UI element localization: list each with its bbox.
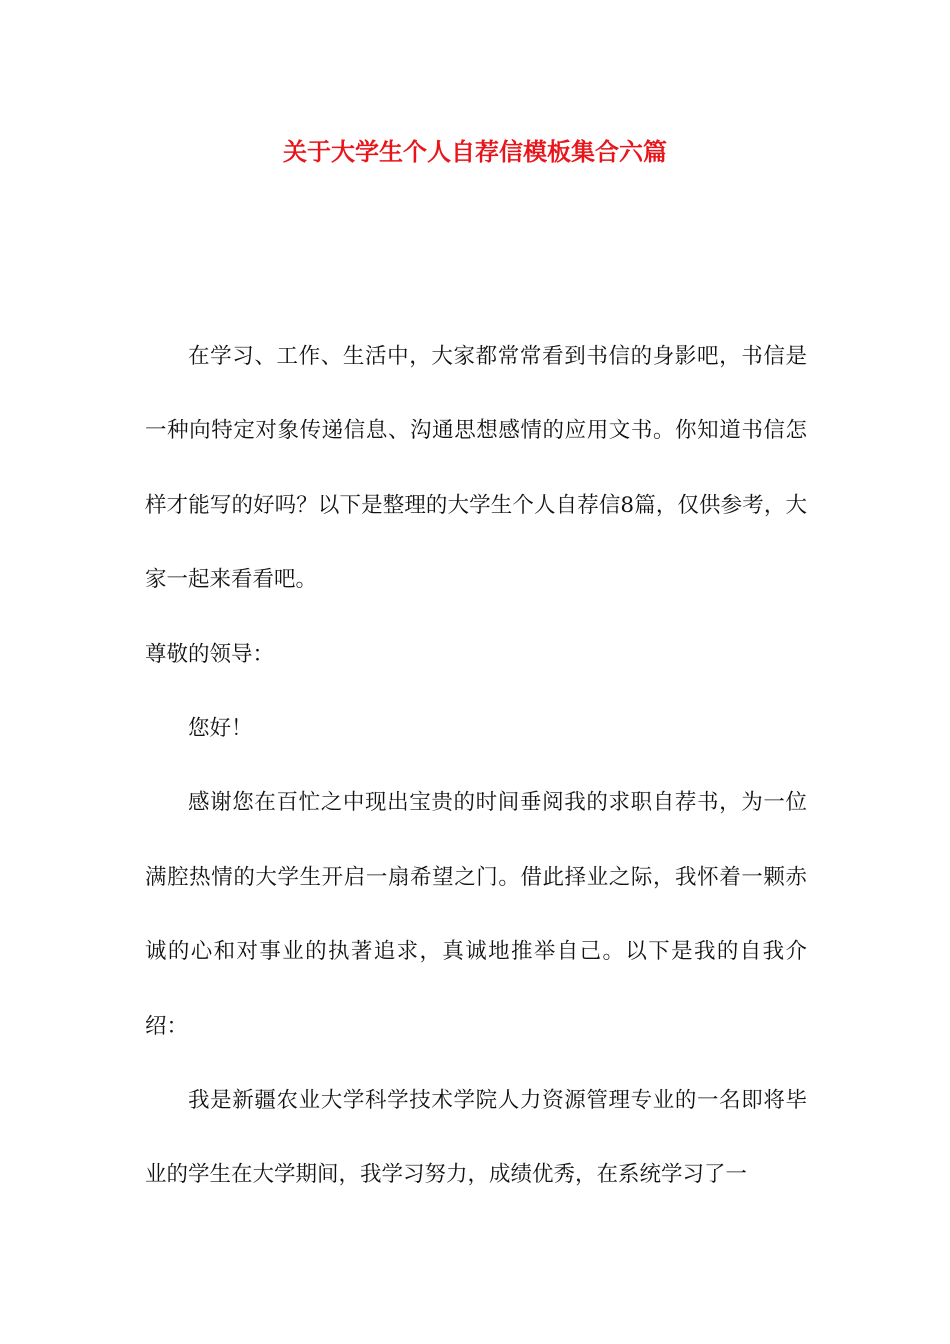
paragraph-greeting: 您好！	[188, 716, 253, 742]
paragraph-salutation: 尊敬的领导：	[145, 641, 275, 667]
paragraph-self-intro: 我是新疆农业大学科学技术学院人力资源管理专业的一名即将毕业的学生在大学期间，我学习努力，成绩优秀，在系统学习了一	[145, 1088, 807, 1188]
document-title: 关于大学生个人自荐信模板集合六篇	[283, 137, 667, 166]
paragraph-thanks: 感谢您在百忙之中现出宝贵的时间垂阅我的求职自荐书，为一位满腔热情的大学生开启一扇希望之门。借此择业之际，我怀着一颗赤诚的心和对事业的执著追求，真诚地推举自己。以下是我的自我介绍：	[145, 790, 807, 1039]
paragraph-intro: 在学习、工作、生活中，大家都常常看到书信的身影吧，书信是一种向特定对象传递信息、沟通思想感情的应用文书。你知道书信怎样才能写的好吗？以下是整理的大学生个人自荐信8篇，仅供参考，大家一起来看看吧。	[145, 344, 807, 593]
document-body	[145, 320, 807, 1213]
